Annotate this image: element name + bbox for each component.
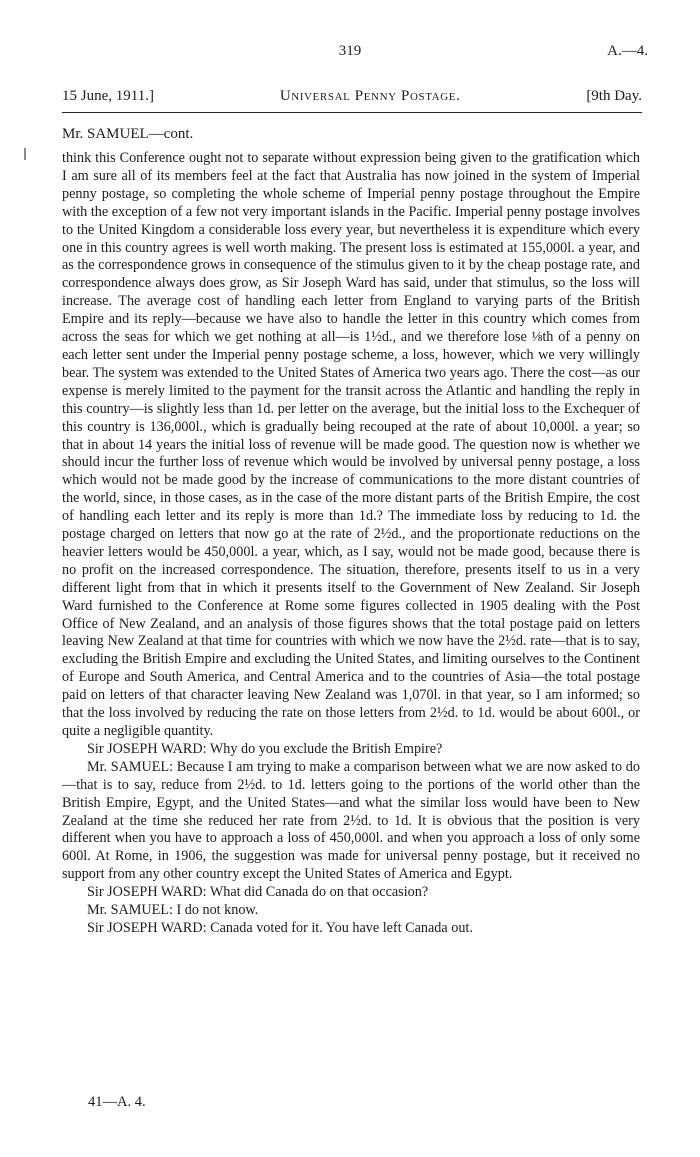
- header-date: 15 June, 1911.]: [62, 88, 154, 104]
- ward-canada-voted: Sir JOSEPH WARD: Canada voted for it. You have left Canada out.: [87, 919, 473, 936]
- page-number: 319: [338, 43, 362, 59]
- samuel-reply: Mr. SAMUEL: Because I am trying to make a comparison between what we are now asked to do—that is to say, reduce from 2½d. to 1d. letters going to the portions of the world other than the British Empire, Egypt, and the United States—and what the similar loss would have been to New Zealand at the time she reduced her rate from 2½d. to 1d. It is obvious that the position is very different when you have to approach a loss of 450,000l. and when you approach a loss of only some 600l. At Rome, in 1906, the suggestion was made for universal penny postage, but it received no support from any other country except the United States of America and Egypt.: [62, 758, 640, 883]
- footer-signature: 41—A. 4.: [88, 1094, 146, 1110]
- series-id: A.—4.: [607, 43, 648, 59]
- header-title: Universal Penny Postage.: [279, 88, 461, 104]
- samuel-dont-know: Mr. SAMUEL: I do not know.: [87, 902, 259, 919]
- main-paragraph: think this Conference ought not to separate without expression being given to the gratification which I am sure all of its members feel at the fact that Australia has now joined in the system of Imperial penny postage, so completing the whole scheme of Imperial penny postage throughout the Empire with the exception of a few not very important islands in the Pacific. Imperial penny postage involves to the United Kingdom a considerable loss every year, but nevertheless it is expenditure which every one in this country agrees is well worth making. The present loss is estimated at 155,000l. a year, and as the correspondence grows in consequence of the stimulus given to it by the cheap postage rate, and correspondence always does grow, as Sir Joseph Ward has said, under that stimulus, so the loss will increase. The average cost of handling each letter from England to varying parts of the British Empire and its reply—because we have also to handle the letter in this country which comes from across the seas for which we get nothing at all—is 1½d., and we therefore lose ⅛th of a penny on each letter sent under the Imperial penny postage scheme, a loss, however, which we very willingly bear. The system was extended to the United States of America two years ago. There the cost—as our expense is merely limited to the payment for the transit across the Atlantic and handling the reply in this country—is slightly less than 1d. per letter on the average, but the initial loss to the Exchequer of this country is 136,000l., which is gradually being recouped at the rate of about 10,000l. a year; so that in about 14 years the initial loss of revenue will be made good. The question now is whether we should incur the further loss of revenue which would be involved by universal penny postage, a loss which would not be made good by the increase of communications to the more distant countries of the world, since, in those cases, as in the case of the more distant parts of the British Empire, the cost of handling each letter and its reply is more than 1d.? The immediate loss by reducing to 1d. the postage charged on letters that now go at the rate of 2½d., and the proportionate reductions on the heavier letters would be 450,000l. a year, which, as I say, would not be made good, because there is no profit on the increased correspondence. The situation, therefore, presents itself to us in a very different light from that in which it presents itself to the Government of New Zealand. Sir Joseph Ward furnished to the Conference at Rome some figures collected in 1905 dealing with the Post Office of New Zealand, and an analysis of those figures shows that the total postage paid on letters leaving New Zealand at that time for countries with which we now have the 2½d. rate—that is to say, excluding the British Empire and excluding the United States, and limiting ourselves to the Continent of Europe and South America, and Central America and to the countries of Asia—the total postage paid on letters of that character leaving New Zealand was 1,070l. in that year, so I am informed; so that the loss involved by reducing the rate on those letters from 2½d. to 1d. would be about 600l., or quite a negligible quantity.: [62, 150, 640, 739]
- running-head: [62, 88, 642, 105]
- header-rule: [62, 112, 642, 113]
- header-day: [9th Day.: [586, 88, 642, 104]
- body-text: [62, 150, 640, 938]
- margin-mark: [24, 148, 26, 160]
- ward-question: Sir JOSEPH WARD: Why do you exclude the British Empire?: [87, 740, 443, 757]
- ward-canada-question: Sir JOSEPH WARD: What did Canada do on that occasion?: [87, 884, 429, 901]
- speaker-head: Mr. SAMUEL—cont.: [62, 126, 194, 142]
